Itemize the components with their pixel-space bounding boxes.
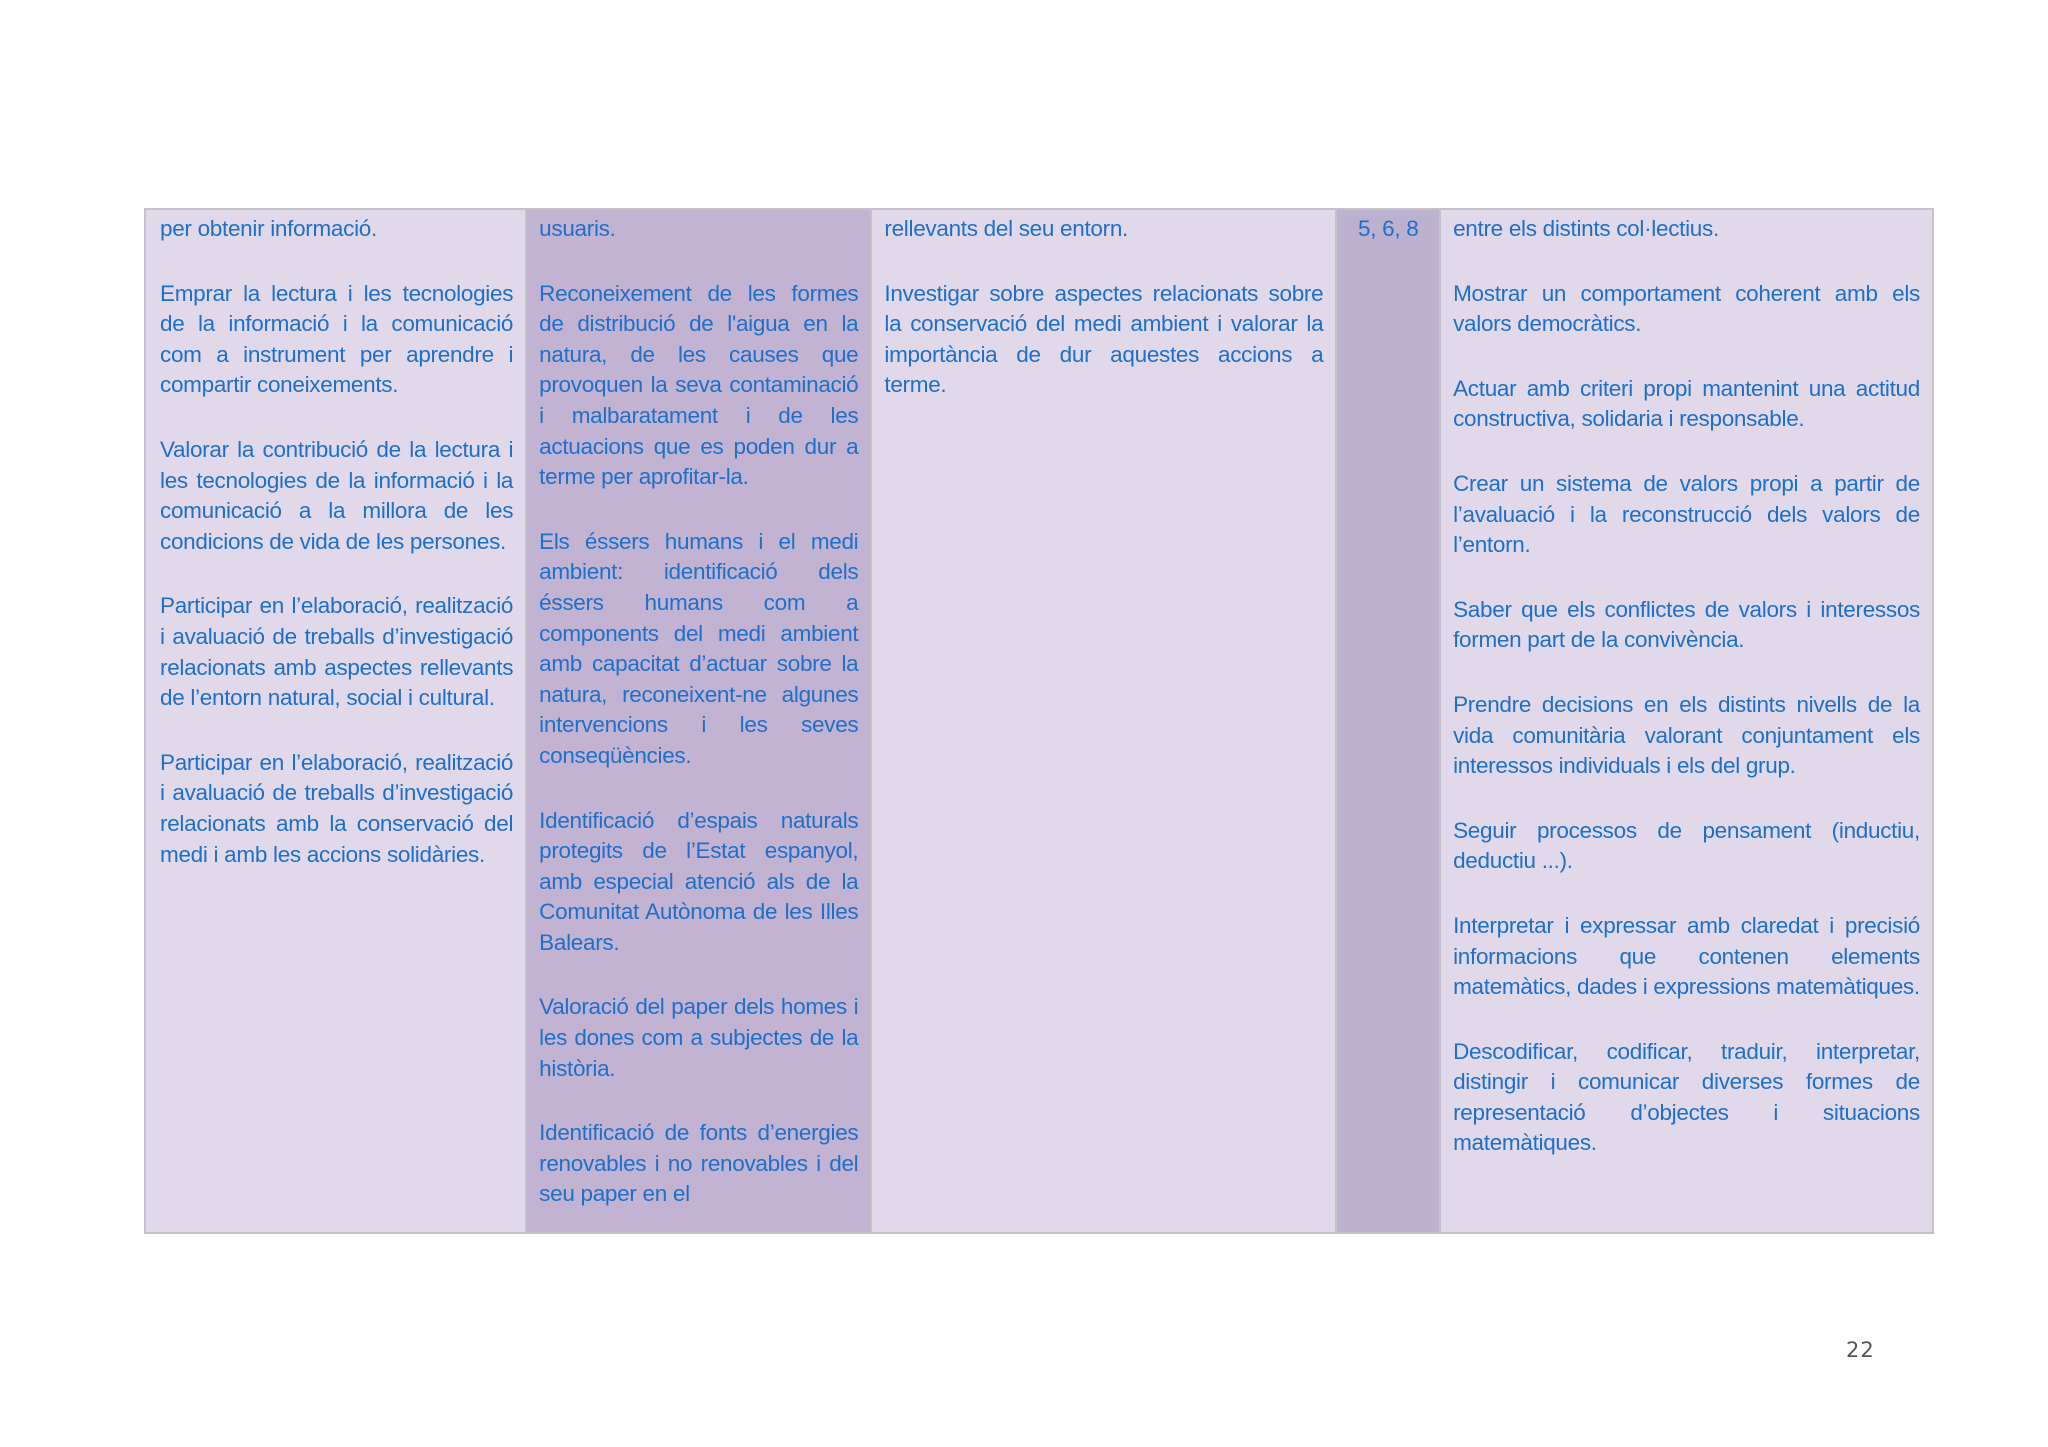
table-cell-text: Participar en l’elaboració, realització i avaluació de treballs d’investigació relacionats amb aspectes rellevants de l’entorn natural, social i cultural. (160, 593, 514, 711)
curriculum-table (144, 208, 1934, 1234)
table-cell-text: Identificació de fonts d’energies renovables i no renovables i del seu paper en el (539, 1120, 859, 1207)
table-cell-text: Valorar la contribució de la lectura i les tecnologies de la informació i la comunicació a la millora de les condicions de vida de les persones. (160, 436, 514, 554)
column-competences (1441, 210, 1932, 1232)
table-cell-text: Reconeixement de les formes de distribució de l'aigua en la natura, de les causes que provoquen la seva contaminació i malbaratament i de les actuacions que es poden dur a terme per aprofitar-la. (539, 280, 859, 490)
table-cell-text: Descodificar, codificar, traduir, interpretar, distingir i comunicar diverses formes de representació d’objectes i situacions matemàtiques. (1453, 1038, 1920, 1156)
table-cell-text: Actuar amb criteri propi mantenint una actitud constructiva, solidaria i responsable. (1453, 375, 1920, 432)
page-number: 22 (1846, 1338, 1875, 1362)
table-cell-text: Identificació d’espais naturals protegits de l’Estat espanyol, amb especial atenció als de la Comunitat Autònoma de les Illes Balears. (539, 807, 859, 955)
table-cell-text: Participar en l’elaboració, realització i avaluació de treballs d’investigació relacionats amb la conservació del medi i amb les accions solidàries. (160, 749, 514, 867)
table-cell-text: Prendre decisions en els distints nivells de la vida comunitària valorant conjuntament els interessos individuals i els del grup. (1453, 691, 1920, 779)
table-cell-text: per obtenir informació. (160, 216, 377, 241)
column-evaluation-criteria (872, 210, 1337, 1232)
table-cell-text: Investigar sobre aspectes relacionats sobre la conservació del medi ambient i valorar la importància de dur aquestes accions a terme. (884, 280, 1324, 398)
table-cell-text: Emprar la lectura i les tecnologies de la informació i la comunicació com a instrument per aprendre i compartir coneixements. (160, 280, 514, 398)
table-cell-text: Els éssers humans i el medi ambient: identificació dels éssers humans com a components del medi ambient amb capacitat d’actuar sobre la natura, reconeixent-ne algunes intervencions i les seves conseqüències. (539, 528, 859, 768)
table-cell-text: Crear un sistema de valors propi a partir de l’avaluació i la reconstrucció dels valors de l’entorn. (1453, 470, 1920, 558)
table-cell-text: 5, 6, 8 (1357, 216, 1419, 241)
table-cell-text: Valoració del paper dels homes i les dones com a subjectes de la història. (539, 994, 859, 1081)
table-cell-text: Interpretar i expressar amb claredat i precisió informacions que contenen elements matemàtics, dades i expressions matemàtiques. (1453, 912, 1920, 1000)
column-objectives (146, 210, 527, 1232)
column-contents (527, 210, 872, 1232)
table-cell-text: Mostrar un comportament coherent amb els valors democràtics. (1453, 280, 1920, 337)
table-cell-text: entre els distints col·lectius. (1453, 216, 1719, 241)
table-cell-text: Saber que els conflictes de valors i interessos formen part de la convivència. (1453, 596, 1920, 653)
table-cell-text: Seguir processos de pensament (inductiu, deductiu ...). (1453, 817, 1920, 874)
table-cell-text: rellevants del seu entorn. (884, 216, 1128, 241)
table-cell-text: usuaris. (539, 216, 616, 241)
column-references (1337, 210, 1441, 1232)
